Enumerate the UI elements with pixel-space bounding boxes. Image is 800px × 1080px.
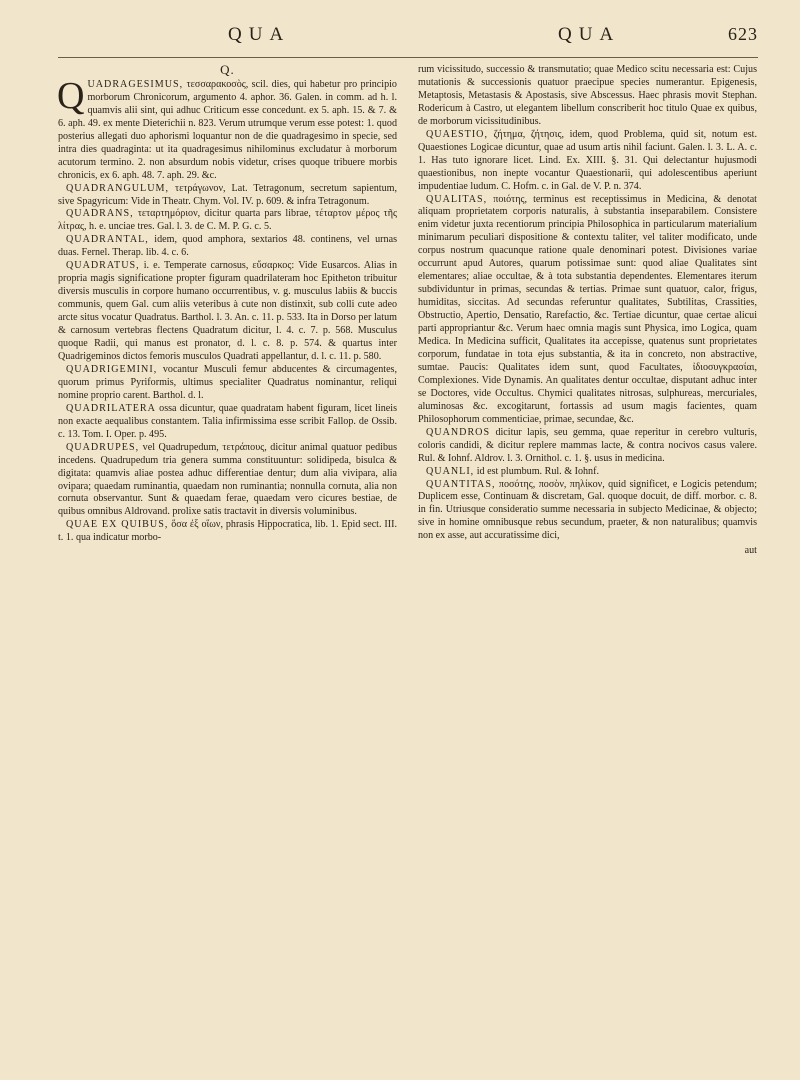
left-column — [58, 64, 397, 558]
entry-quae-ex-quibus — [58, 519, 397, 545]
entry-quadrigemini — [58, 364, 397, 403]
entry-text: vocantur Musculi femur abducentes & circumagentes, quorum primus Pyriformis, ultimus specialiter Quadratus nominantur, reliqui nomine proprio carent. Barthol. d. l. — [58, 363, 398, 401]
entry-quadrangulum — [58, 183, 397, 209]
running-head-right: QUA — [558, 24, 621, 45]
entry-text: τεσσαρακοσὸς, scil. dies, qui habetur pro principio morborum Chronicorum, argumento 4. aphor. 36. Galen. in comm. ad h. l. quamvis alii sint, qui adhuc Criticum esse concedunt. ex 5. aph. 15. & 7. & 6. aph. 49. ex mente Dieterichii n. 823. Verum utrumque verum esse potest: 1. quod posterius allegati duo aphorismi loquantur non de die quadragesimo in specie, sed intra dies quadraginta: ut ita quadragesimus nihilominus excludatur à morborum acutorum termino. 2. non absurdum nobis videtur, crises quoque tribuere morbis chronicis, ex 6. aph. 48. 7. aph. 29. &c. — [58, 78, 397, 181]
entry-head: QUANTITAS, — [426, 478, 496, 490]
entry-quadrans — [58, 208, 397, 234]
entry-text: idem, quod amphora, sextarios 48. continens, vel urnas duas. Fernel. Therap. lib. 4. c. 6. — [58, 234, 397, 259]
entry-quadratus — [58, 260, 397, 364]
entry-text: rum vicissitudo, successio & transmutatio; quae Medico scitu necessaria est: Cujus mutationis & successionis quatuor praecipue species numerantur. Epigenesis, Metaptosis, Metastasis & Apostasis, sive Abscessus. Haec phrasis movit Stephan. Rodericum à Castro, ut elegantem libellum conscriberit hoc titulo Quae ex quibus, de morborum vicissitudinibus. — [418, 64, 757, 127]
entry-text: ποιότης, terminus est receptissimus in Medicina, & denotat aliquam proprietatem corporis naturalis, à substantia inseparabilem. Consistere enim videtur juxta recentiorum principia Philosophica in particularum materialium minimarum peculiari dispositione & contextu taliter, vel taliter modificato, unde corpus nostrum quacunque ratione quale denominari potest. Divisiones variae occurrunt apud Autores, quarum potissimae sunt: quod aliae Qualitates sint elementares; aliae occultae, & à tota substantia dependentes. Elementares iterum subdividuntur in primas, secundas & tertias. Primae sunt quatuor, calor, frigus, humiditas, siccitas. Ad secundas referuntur qualitates, Subtilitas, Crassities, Obstructio, Apertio, Densatio, Rarefactio, &c. Tertiae dicuntur, quae certae alicui parti appropriantur &c. Verum haec omnia magis sunt Physica, imo Logica, quam Medica. In Medicina sufficit, Qualitates ita accepisse, quatenus sunt proprietates corporum, fundatae in tota ejus substantia, & ita in concreto, non abstractive, sumtae. Paucis: Qualitates idem sunt, quod Facultates, ἰδιοσυγκρασίαι, Complexiones. Vide Dynamis. An qualitates dentur occultae, disputant adhuc inter se Doctores, vide Occultus. Chymici qualitates nitrosas, sulphureas, mercuriales, aluminosas &c. excogitarunt, fortassis ad usum magis facientes, quam Philosophorum commenticiae, primae, secundae, &c. — [418, 193, 757, 425]
entry-text: ossa dicuntur, quae quadratam habent figuram, licet lineis non exacte aequalibus constantem. Talia infirmissima esse scribit Fallop. de Ossib. c. 13. Tom. I. Oper. p. 495. — [58, 402, 397, 440]
entry-quantitas — [418, 479, 757, 544]
entry-head: QUADRATUS, — [66, 260, 140, 272]
running-head — [58, 24, 758, 64]
entry-text: id est plumbum. Rul. & Iohnf. — [476, 465, 599, 477]
entry-head: QUADRANGULUM, — [66, 182, 170, 194]
entry-head: QUALITAS, — [426, 193, 488, 205]
entry-quadrupes — [58, 442, 397, 520]
catchword: aut — [744, 545, 757, 557]
entry-text: ποσότης, ποσὸν, πηλίκον, quid significet, e Logicis petendum; Duplicem esse, Continuam & discretam, Gal. quoque docuit, de diff. morbor. c. 8. in fin. Utriusque consideratio summe necessaria in subjecto Medicinae, & objecto; sive in homine omnibusque rebus secundum, praeter, & non naturalibus; quamvis non ex asse, aut accuratissime dici, — [418, 478, 757, 542]
entry-head: QUADRUPES, — [66, 441, 140, 453]
entry-head: QUANDROS — [426, 426, 491, 438]
entry-quanli — [418, 466, 757, 479]
entry-text: vel Quadrupedum, τετράπους, dicitur animal quatuor pedibus incedens. Quadrupedum tria genera summa constituuntur: solidipeda, bisulca & digitata: quamvis aliae postea adhuc differentiae dentur; dum alia vivipara, alia ovipara; quaedam ruminantia, quaedam non ruminantia; nonnulla cornuta, alia non cornuta observantur. Sunt & quaedam ferae, quaedam vero cicures bestiae, de quibus omnibus Aldrovand. prolixe satis tractavit in diversis voluminibus. — [58, 441, 397, 518]
entry-quaestio — [418, 129, 757, 194]
entry-head: QUADRANS, — [66, 208, 134, 220]
drop-cap: Q — [57, 74, 85, 117]
columns — [58, 64, 758, 558]
entry-head: QUADRIGEMINI, — [66, 363, 158, 375]
entry-head: QUADRILATERA — [66, 402, 156, 414]
entry-quandros — [418, 427, 757, 466]
entry-head: QUAESTIO, — [426, 128, 488, 140]
entry-text: ζήτημα, ζήτησις, idem, quod Problema, quid sit, notum est. Quaestiones Logicae dicuntur, quae ad usum artis nihil faciunt. Galen. l. 3. L. A. c. 1. Has tuto ignorare licet. Lind. Ex. XIII. §. 31. Qui delectantur hujusmodi quaestionibus, non inepte vocantur Quaestionarii, qui adolescentibus aperiunt impudentiae ludum. C. Hofm. c. in Gal. de V. P. n. 374. — [418, 128, 757, 192]
page-number: 623 — [728, 24, 758, 44]
entry-text: τετράγωνον, Lat. Tetragonum, secretum sapientum, sive Spagyricum: Vide in Theatr. Chym. Vol. IV. p. 609. & infra Tetragonum. — [58, 182, 397, 207]
entry-head: QUANLI, — [426, 465, 475, 477]
entry-text: i. e. Temperate carnosus, εὔσαρκος: Vide Eusarcos. Alias in propria magis significatione propter figuram quadrilateram hoc Epitheton tribuitur diversis musculis in corpore humano occurrentibus, v. g. musculus labiis & buccis communis, quem Gal. cum aliis veteribus à cute non distinxit, sub colli cute adeo arcte situs vocatur Quadratus. Barthol. l. 3. An. c. 11. p. 533. Ita in Dorso per latum & carnosum vertebras flectens Quadratum dicitur, l. 4. c. 7. p. 568. Musculus quoque Radii, qui manus est pronator, d. l. c. 8. p. 574. & quartus inter Quadrigeminos dictos femoris musculos Quadrati appellantur, d. l. c. 11. p. 580. — [58, 260, 397, 362]
entry-head: QUAE EX QUIBUS, — [66, 519, 169, 531]
entry-quadrantal — [58, 234, 397, 260]
entry-qualitas — [418, 194, 757, 427]
entry-quadragesimus — [57, 74, 397, 183]
entry-head: QUADRANTAL, — [66, 234, 149, 246]
entry-text: τεταρτημόριον, dicitur quarta pars librae, τέταρτον μέρος τῆς λίτρας, h. e. unciae tres. Gal. l. 3. de C. M. P. G. c. 5. — [58, 208, 397, 233]
entry-head: UADRAGESIMUS, — [87, 78, 184, 90]
running-head-left: QUA — [228, 24, 291, 45]
section-letter: Q. — [220, 62, 235, 77]
entry-text: dicitur lapis, seu gemma, quae reperitur in cerebro vulturis, coloris candidi, & dicitur replere mammas lacte, & contra nocivos casus valere. Rul. & Iohnf. Aldrov. l. 3. Ornithol. c. 1. §. usus in medicina. — [418, 426, 757, 464]
right-column — [418, 64, 757, 558]
entry-continuation — [418, 64, 757, 129]
entry-text: ὅσα ἐξ οἵων, phrasis Hippocratica, lib. 1. Epid sect. III. t. 1. qua indicatur morbo- — [58, 519, 397, 544]
header-rule — [58, 57, 758, 58]
entry-quadrilatera — [58, 403, 397, 442]
